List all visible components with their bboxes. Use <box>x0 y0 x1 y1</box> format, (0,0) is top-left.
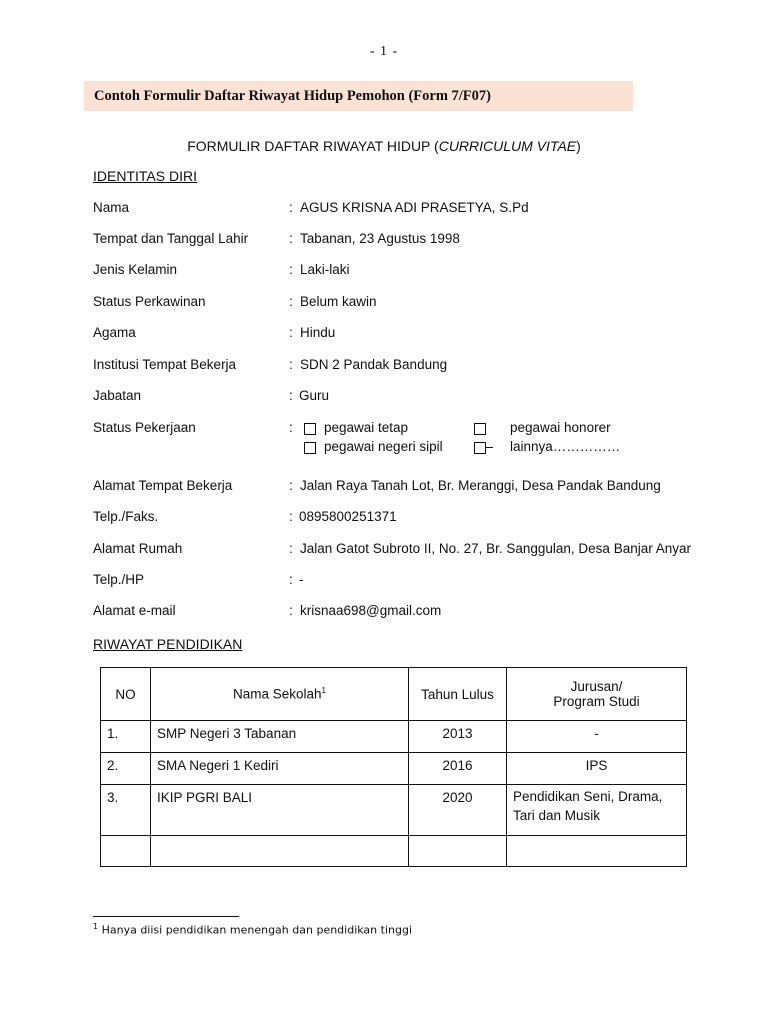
cell-year <box>409 836 507 867</box>
checkbox-pegawai-negeri-sipil[interactable] <box>304 442 316 454</box>
form-title-prefix: FORMULIR DAFTAR RIWAYAT HIDUP ( <box>187 138 439 154</box>
section-identity-heading: IDENTITAS DIRI <box>93 168 197 184</box>
cell-year: 2020 <box>409 785 507 836</box>
label-agama: Agama <box>93 325 136 340</box>
cell-year: 2016 <box>409 753 507 785</box>
colon: : <box>289 478 293 493</box>
footnote-divider <box>93 916 239 917</box>
cell-school: SMA Negeri 1 Kediri <box>151 753 409 785</box>
option-label-pegawai-tetap: pegawai tetap <box>324 420 409 435</box>
label-alamat-rumah: Alamat Rumah <box>93 541 183 556</box>
colon: : <box>289 509 293 524</box>
form-title-suffix: ) <box>576 138 581 154</box>
footnote-text: Hanya diisi pendidikan menengah dan pendidikan tinggi <box>98 923 413 937</box>
table-row <box>101 785 687 836</box>
table-row <box>101 753 687 785</box>
checkbox-pegawai-honorer[interactable] <box>474 423 486 435</box>
table-row <box>101 836 687 867</box>
header-jurusan <box>507 668 687 721</box>
value-jabatan: Guru <box>299 388 330 403</box>
value-institusi: SDN 2 Pandak Bandung <box>300 357 448 372</box>
option-label-pegawai-honorer: pegawai honorer <box>510 420 611 435</box>
cell-major: Pendidikan Seni, Drama, Tari dan Musik <box>507 785 687 836</box>
value-alamat-rumah: Jalan Gatot Subroto II, No. 27, Br. Sanggulan, Desa Banjar Anyar <box>300 541 691 556</box>
section-education-heading: RIWAYAT PENDIDIKAN <box>93 636 243 652</box>
colon: : <box>289 420 293 435</box>
footnote <box>93 922 412 937</box>
cell-school: IKIP PGRI BALI <box>151 785 409 836</box>
cell-major: - <box>507 721 687 753</box>
value-email: krisnaa698@gmail.com <box>300 603 442 618</box>
footnote-mark: 1 <box>93 922 99 931</box>
cell-no <box>101 836 151 867</box>
value-telp-faks: 0895800251371 <box>299 509 397 524</box>
page-number: - 1 - <box>369 44 399 59</box>
banner-title: Contoh Formulir Daftar Riwayat Hidup Pemohon (Form 7/F07) <box>94 88 491 104</box>
option-label-pegawai-negeri-sipil: pegawai negeri sipil <box>324 439 443 454</box>
colon: : <box>289 388 293 403</box>
colon: : <box>289 262 293 277</box>
cell-school <box>151 836 409 867</box>
label-alamat-kerja: Alamat Tempat Bekerja <box>93 478 233 493</box>
table-header-row <box>101 668 687 721</box>
checkbox-lainnya[interactable] <box>474 442 486 454</box>
label-nama: Nama <box>93 200 130 215</box>
option-label-lainnya: lainnya…………… <box>510 439 621 454</box>
colon: : <box>289 572 293 587</box>
colon: : <box>289 325 293 340</box>
cell-no: 2. <box>101 753 151 785</box>
label-status-perkawinan: Status Perkawinan <box>93 294 206 309</box>
cell-major <box>507 836 687 867</box>
value-ttl: Tabanan, 23 Agustus 1998 <box>300 231 460 246</box>
label-institusi: Institusi Tempat Bekerja <box>93 357 237 372</box>
colon: : <box>289 603 293 618</box>
colon: : <box>289 541 293 556</box>
form-title <box>0 138 768 154</box>
label-jenis-kelamin: Jenis Kelamin <box>93 262 178 277</box>
value-nama: AGUS KRISNA ADI PRASETYA, S.Pd <box>300 200 529 215</box>
label-ttl: Tempat dan Tanggal Lahir <box>93 231 249 246</box>
cell-year: 2013 <box>409 721 507 753</box>
label-telp-hp: Telp./HP <box>93 572 145 587</box>
label-telp-faks: Telp./Faks. <box>93 509 159 524</box>
value-telp-hp: - <box>299 572 304 587</box>
header-jurusan-line1: Jurusan/ <box>570 679 623 694</box>
checkbox-pegawai-tetap[interactable] <box>304 423 316 435</box>
footnote-mark: 1 <box>321 686 326 696</box>
header-no: NO <box>101 668 151 721</box>
colon: : <box>289 294 293 309</box>
header-nama-sekolah-text: Nama Sekolah <box>232 686 322 702</box>
value-alamat-kerja: Jalan Raya Tanah Lot, Br. Meranggi, Desa Pandak Bandung <box>300 478 661 493</box>
header-tahun-lulus: Tahun Lulus <box>409 668 507 721</box>
table-row <box>101 721 687 753</box>
colon: : <box>289 231 293 246</box>
cell-school: SMP Negeri 3 Tabanan <box>151 721 409 753</box>
label-status-pekerjaan: Status Pekerjaan <box>93 420 196 435</box>
cell-no: 3. <box>101 785 151 836</box>
label-jabatan: Jabatan <box>93 388 142 403</box>
cell-major: IPS <box>507 753 687 785</box>
colon: : <box>289 357 293 372</box>
form-title-italic: CURRICULUM VITAE <box>438 138 577 154</box>
value-agama: Hindu <box>300 325 336 340</box>
colon: : <box>289 200 293 215</box>
value-status-perkawinan: Belum kawin <box>300 294 377 309</box>
label-email: Alamat e-mail <box>93 603 176 618</box>
header-nama-sekolah <box>151 668 409 721</box>
header-jurusan-line2: Program Studi <box>553 694 640 709</box>
value-jenis-kelamin: Laki-laki <box>300 262 350 277</box>
checkbox-tick-mark <box>485 447 493 448</box>
education-table <box>100 667 687 867</box>
cell-no: 1. <box>101 721 151 753</box>
